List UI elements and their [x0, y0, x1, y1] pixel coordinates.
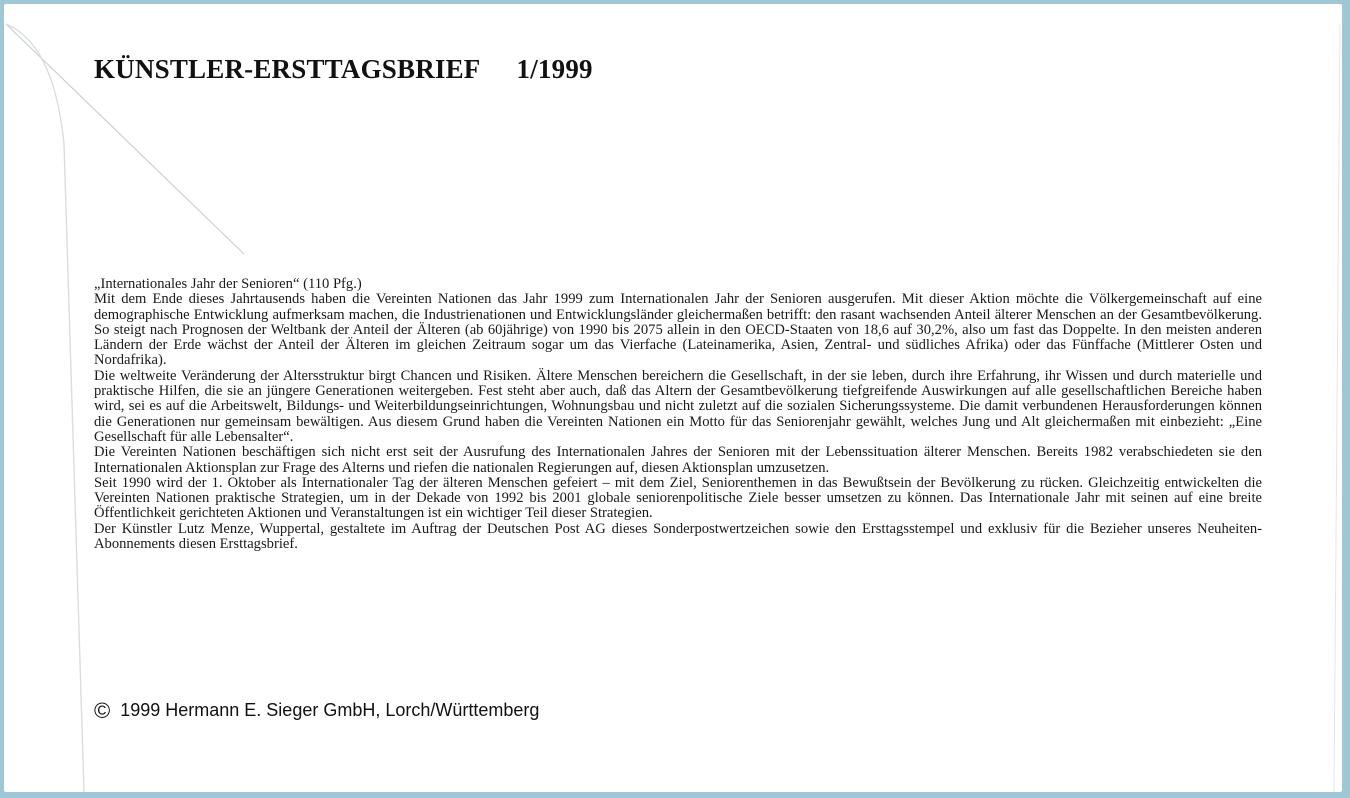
title-text: KÜNSTLER-ERSTTAGSBRIEF: [94, 54, 481, 84]
page-title: [94, 54, 593, 85]
paragraph-2: Die weltweite Veränderung der Altersstruktur birgt Chancen und Risiken. Ältere Menschen bereichern die Gesellschaft, in der sie leben, durch ihre Erfahrung, ihr Wissen und durch materielle und praktische Hilfen, die sie an jüngere Generationen weitergeben. Fest steht aber auch, daß das Altern der Gesamtbevölkerung tiefgreifende Auswirkungen auf alle gesellschaftlichen Bereiche haben wird, sei es auf die Arbeitswelt, Bildungs- und Weiterbildungseinrichtungen, Wohnungsbau und nicht zuletzt auf die sozialen Sicherungssysteme. Die damit verbundenen Herausforderungen können die Generationen nur gemeinsam bewältigen. Aus diesem Grund haben die Vereinten Nationen ein Motto für das Seniorenjahr gewählt, welches Jung und Alt gleichermaßen mit einbezieht: „Eine Gesellschaft für alle Lebensalter“.: [94, 367, 1262, 445]
issue-number: 1/1999: [516, 54, 593, 84]
copyright-text: 1999 Hermann E. Sieger GmbH, Lorch/Württemberg: [120, 700, 540, 720]
copyright-notice: [94, 698, 539, 724]
paragraph-4: Seit 1990 wird der 1. Oktober als Internationaler Tag der älteren Menschen gefeiert – mit dem Ziel, Seniorenthemen in das Bewußtsein der Bevölkerung zu rücken. Gleichzeitig entwickelten die Vereinten Nationen praktische Strategien, um in der Dekade von 1992 bis 2001 globale seniorenpolitische Ziele besser umsetzen zu können. Das Internationale Jahr mit seinen auf eine breite Öffentlichkeit gerichteten Aktionen und Veranstaltungen ist ein wichtiger Teil dieser Strategien.: [94, 474, 1262, 522]
paragraph-1: Mit dem Ende dieses Jahrtausends haben die Vereinten Nationen das Jahr 1999 zum Internationalen Jahr der Senioren ausgerufen. Mit dieser Aktion möchte die Völkergemeinschaft auf eine demographische Entwicklung aufmerksam machen, die Industrienationen und Entwicklungsländer gleichermaßen betrifft: den rasant wachsenden Anteil älterer Menschen an der Gesamtbevölkerung. So steigt nach Prognosen der Weltbank der Anteil der Älteren (ab 60jährige) von 1990 bis 2075 allein in den OECD-Staaten von 18,6 auf 30,2%, also um fast das Doppelte. In den meisten anderen Ländern der Erde wächst der Anteil der Älteren im gleichen Zeitraum sogar um das Vierfache (Lateinamerika, Asien, Zentral- und südliches Afrika) oder das Fünffache (Mittlerer Osten und Nordafrika).: [94, 291, 1262, 369]
envelope-back: [4, 4, 1342, 792]
stamp-line: „Internationales Jahr der Senioren“ (110 Pfg.): [94, 276, 362, 292]
article-body: [94, 277, 1262, 552]
paragraph-3: Die Vereinten Nationen beschäftigen sich nicht erst seit der Ausrufung des Internationalen Jahres der Senioren mit der Lebenssituation älterer Menschen. Bereits 1982 verabschiedeten sie den Internationalen Aktionsplan zur Frage des Alterns und riefen die nationalen Regierungen auf, diesen Aktionsplan umzusetzen.: [94, 444, 1262, 476]
copyright-icon: ©: [94, 698, 111, 723]
paragraph-5: Der Künstler Lutz Menze, Wuppertal, gestaltete im Auftrag der Deutschen Post AG dieses Sonderpostwertzeichen sowie den Ersttagsstempel und exklusiv für die Bezieher unseres Neuheiten-Abonnements diesen Ersttagsbrief.: [94, 520, 1262, 553]
